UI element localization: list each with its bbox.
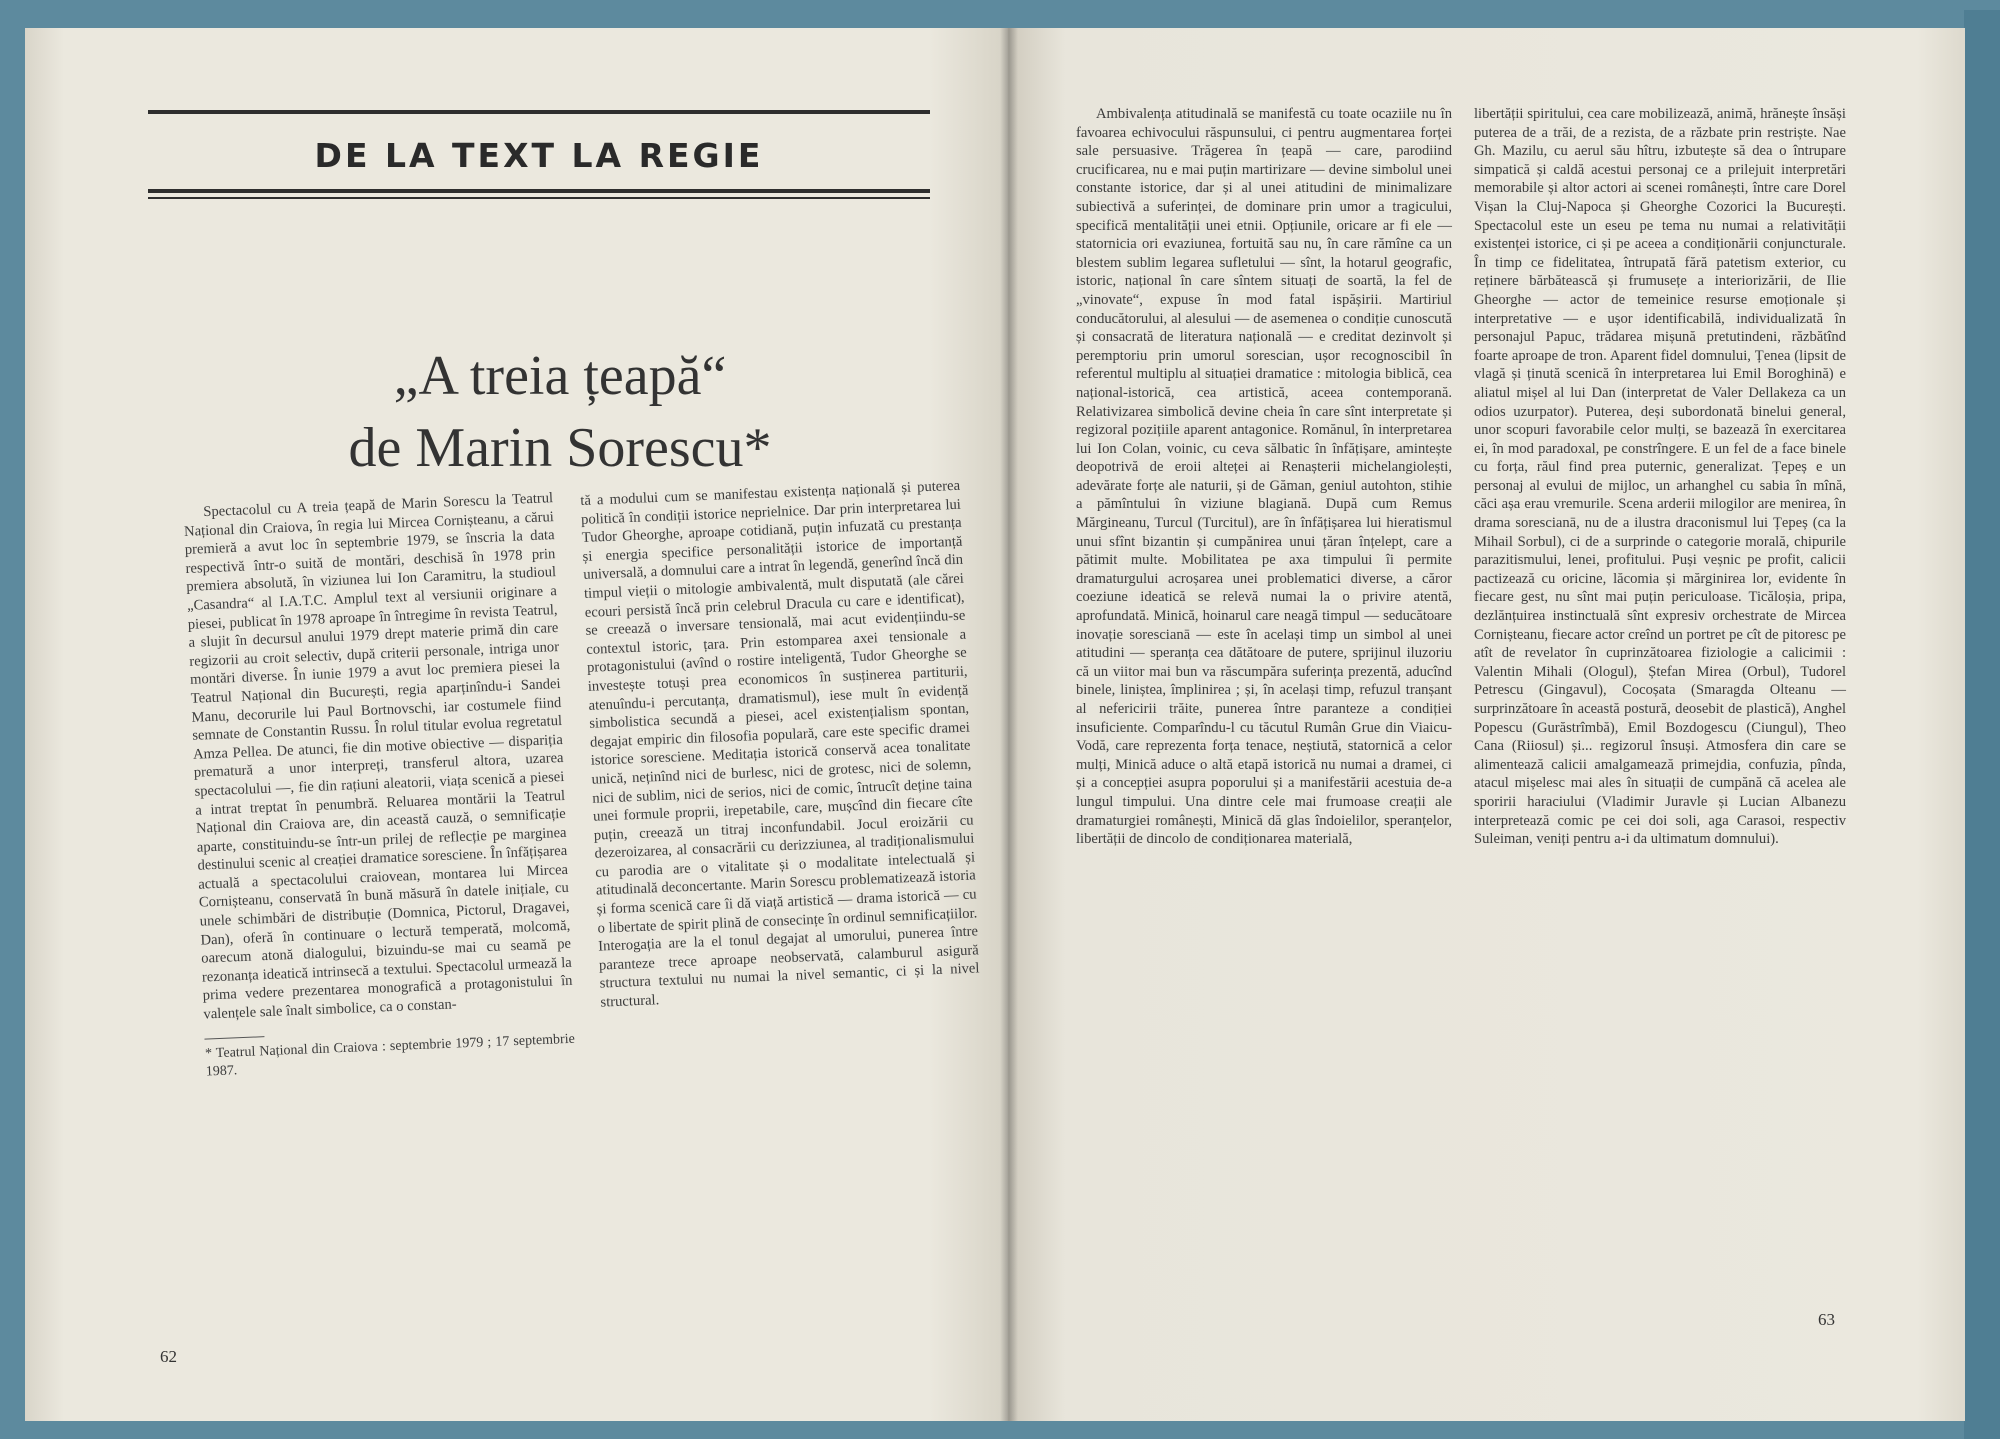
column-2-text: tă a modului cum se manifestau existența națională și puterea politică în condiții istorice neprielnice. Dar prin interpretarea lui Tudor Gheorghe, aproape cotidiană, puțin infuzată cu prestanța și energia specifice personalității istorice de importanță universală, a domnului care a intrat în legendă, generînd încă din timpul vieții o mitologie ambivalentă, mult disputată (ale cărei ecouri persistă încă prin celebrul Dracula cu care e identificat), se creează o inversare tensională, mai acut evidențiindu-se contextul istoric, țara. Prin estomparea axei tensionale a protagonistului (avînd o rostire inteligentă, Tudor Gheorghe se investește totuși prea economicos în susținerea partiturii, atenuîndu-i percutanța, dramatismul), iese mult în evidență simbolistica secundă a piesei, acel existențialism spontan, degajat empiric din filosofia populară, care este specific dramei istorice soresciene. Meditația istorică conservă acea tonalitate unică, neținînd nici de burlesc, nici de grotesc, nici de solemn, nici de sublim, nici de serios, nici de comic, întrucît deține taina unei formule proprii, irepetabile, care, mușcînd din fiecare cîte puțin, creează un titraj inconfundabil. Jocul eroizării cu dezeroizarea, al consacrării cu derizziunea, al tradiționalismului cu parodia are o vitalitate și o modalitate intelectuală și atitudinală deconcertante. Marin Sorescu problematizează istoria și forma scenică care îi dă viață artistică — drama istorică — cu o libertate de spirit plină de consecințe în ordinul semnificațiilor. Interogația are la el tonul degajat al umorului, punerea între paranteze trece aproape neobservată, calamburul asigură structura textului nu numai la nivel semantic, ci și la nivel structural. bbox=[580, 477, 980, 1011]
page-number-right: 63 bbox=[1818, 1310, 1835, 1329]
article-title bbox=[300, 340, 820, 484]
footnote: * Teatrul Național din Craiova : septembrie 1979 ; 17 septembrie 1987. bbox=[204, 1031, 576, 1080]
column-1-text: Spectacolul cu A treia țeapă de Marin Sorescu la Teatrul Național din Craiova, în regia lui Mircea Cornișteanu, a cărui premieră a avut loc în septembrie 1979, se înscria la data respectivă într-o suită de montări, deschisă în 1978 prin premiera absolută, în viziunea lui Ion Caramitru, la studioul „Casandra“ al I.A.T.C. Amplul text al versiunii originare a piesei, publicat în 1978 aproape în întregime în revista Teatrul, a slujit în decursul anului 1979 drept materie primă din care regizorii au croit selectiv, după criterii personale, intriga unor montări diverse. În iunie 1979 a avut loc premiera piesei la Teatrul Național din București, regia aparținîndu-i Sandei Manu, decorurile lui Paul Bortnovschi, iar costumele fiind semnate de Constantin Russu. În rolul titular evolua regretatul Amza Pellea. De atunci, fie din motive obiective — dispariția prematură a unor interpreți, transferul altora, uzarea spectacolului —, fie din rațiuni aleatorii, viața scenică a piesei a intrat treptat în penumbră. Reluarea montării la Teatrul Național din Craiova are, din această cauză, o semnificație aparte, constituindu-se într-un prilej de reflecție pe marginea destinului scenic al creației dramatice soresciene. În înfățișarea actuală a spectacolului craiovean, montarea lui Mircea Cornișteanu, conservată în bună măsură în datele inițiale, cu unele schimbări de distribuție (Domnica, Pictorul, Dragavei, Dan), oferă în continuare o lectură temperată, molcomă, oarecum atonă dialogului, bizuindu-se mai cu seamă pe rezonanța ideatică intrinsecă a textului. Spectacolul urmează la prima vedere prezentarea monografică a protagonistului în valențele sale înalt simbolice, ca o constan- bbox=[183, 490, 573, 1023]
text-column-1 bbox=[183, 489, 576, 1081]
header-rule-bottom bbox=[148, 189, 930, 193]
page-number-left: 62 bbox=[160, 1347, 177, 1366]
header-rule-bottom-thin bbox=[148, 197, 930, 199]
section-header bbox=[148, 110, 930, 199]
article-title-line1: „A treia țeapă“ bbox=[393, 345, 727, 407]
text-column-4 bbox=[1474, 105, 1846, 849]
book-edge bbox=[1964, 10, 2000, 1439]
section-title: DE LA TEXT LA REGIE bbox=[314, 136, 764, 175]
text-column-3 bbox=[1076, 105, 1452, 849]
article-title-line2: de Marin Sorescu* bbox=[348, 417, 772, 479]
column-4-text: libertății spiritului, cea care mobilizează, animă, hrănește însăși puterea de a trăi, de a rezista, de a răzbate prin restriște. Nae Gh. Mazilu, cu aerul său hîtru, izbutește să dea o întrupare simpatică și caldă acestui personaj ce a prilejuit interpretări memorabile și altor actori ai scenei românești, între care Dorel Vișan la Cluj-Napoca și Gheorghe Cozorici la București. Spectacolul este un eseu pe tema nu numai a relativității existenței istorice, ci și pe aceea a condiționării conjuncturale. În timp ce fidelitatea, întrupată fără patetism exterior, cu reținere bărbătească și frumusețe a interiorizării, de Ilie Gheorghe — actor de temeinice resurse emoționale și interpretative — e ușor identificabilă, individualizată în personajul Papuc, trădarea mișună pretutindeni, răzbătînd foarte aproape de tron. Aparent fidel domnului, Țenea (lipsit de vlagă și ținută scenică în interpretarea lui Emil Boroghină) e aliatul mișel al lui Dan (interpretat de Valer Dellakeza ca un odios uzurpator). Puterea, deși subordonată binelui general, unor scopuri favorabile celor mulți, se bazează în exercitarea ei, în mod paradoxal, pe constrîngere. E un fel de a face binele cu forța, răul find prea puternic, generalizat. Țepeș e un personaj al evului de mijloc, un arhanghel cu sabia în mînă, căci așa erau vremurile. Scena arderii milogilor are menirea, în drama sorescianā, nu de a ilustra draconismul lui Țepeș (ca la Mihail Sorbul), ci de a surprinde o categorie morală, chipurile parazitismului, lenei, profitului. Puși veșnic pe profit, calicii pactizează cu oricine, lăcomia și mărginirea lor, evidente în fiecare gest, nu sînt mai puțin periculoase. Ticăloșia, pripa, dezlănțuirea instinctuală sînt expresiv orchestrate de Mircea Cornișteanu, fiecare actor creînd un portret pe cît de pitoresc pe atît de revelator în cuprinzătoarea fiziologie a calicimii : Valentin Mihali (Ologul), Ștefan Mirea (Orbul), Tudorel Petrescu (Gingavul), Cocoșata (Smaragda Olteanu — surprinzătoare în această postură, deosebit de plastică), Anghel Popescu (Gurăstrîmbă), Emil Bozdogescu (Ciungul), Theo Cana (Riiosul) și... regizorul însuși. Atmosfera din care se alimentează calicii amalgamează primejdia, confuzia, pînda, atacul mișelesc mai ales în situații de cumpănă că acelea ale sporirii haraciului (Vladimir Juravle și Lucian Albanezu interpretează comic pe cei doi soli, aga Carasoi, respectiv Suleiman, veniți pentru a-i da ultimatum domnului). bbox=[1474, 106, 1846, 848]
footnote-rule bbox=[204, 1036, 264, 1039]
column-3-text: Ambivalența atitudinală se manifestă cu toate ocaziile nu în favoarea echivocului răspunsului, ci pentru augmentarea forței sale persuasive. Trăgerea în țeapă — care, parodiind crucificarea, nu e mai puțin martirizare — devine simbolul unei constante istorice, dar și al unei atitudini de minimalizare subiectivă a suferinței, de dominare prin umor a tragicului, specifică mentalității unei etnii. Opțiunile, oricare ar fi ele — statornicia ori evaziunea, fortuită sau nu, în care rămîne ca un blestem sublim legarea sufletului — sînt, la hotarul geografic, istoric, național în care sîntem situați de soartă, la fel de „vinovate“, expuse în mod fatal ispășirii. Martiriul conducătorului, al alesului — de asemenea o condiție cunoscută și consacrată de literatura națională — e creditat dezinvolt și peremptoriu prin umorul sorescian, ușor recognoscibil în referentul multiplu al situației dramatice : mitologia biblică, cea național-istorică, cea artistică, aceea contemporană. Relativizarea simbolică devine cheia în care sînt interpretate și regizoral pozițiile aparent antagonice. Romănul, în interpretarea lui Ion Colan, voinic, cu ceva sălbatic în înfățișare, amintește deopotrivă de eroii alteței ai Renașterii michelangiolești, adevărate forțe ale naturii, și de Găman, geniul autohton, stihie a pămîntului în viziune blagiană. După cum Remus Mărgineanu, Turcul (Turcitul), are în înfățișarea lui hieratismul unui sfînt bizantin și cumpănirea unui țăran înțelept, care a pătimit multe. Mobilitatea pe axa timpului îi permite dramaturgului acroșarea unei problematici diverse, a căror coeziune ideatică se relevă numai la o privire atentă, aprofundată. Minică, hoinarul care neagă timpul — seducătoare inovație sorescianā — este în același timp un simbol al unei atitudini — speranța cea dătătoare de putere, sprijinul iluzoriu că un viitor mai bun va răscumpăra suferința prezentă, aducînd binele, liniștea, împlinirea ; și, în același timp, refuzul tranșant al nefericirii trăite, punerea între paranteze a condiției insuficiente. Comparîndu-l cu tăcutul Rumân Grue din Viaicu-Vodă, care reprezenta forța tenace, neștiută, statornică a celor mulți, Minică aduce o altă etapă istorică nu numai a dramei, ci și a concepției asupra poporului și a manifestării acestuia de-a lungul timpului. Una dintre cele mai frumoase creații ale dramaturgiei românești, Minică dă glas îndoielilor, speranțelor, libertății de dincolo de condiționarea materială, bbox=[1076, 106, 1452, 848]
book-gutter bbox=[1000, 28, 1018, 1421]
text-column-2 bbox=[580, 477, 981, 1012]
